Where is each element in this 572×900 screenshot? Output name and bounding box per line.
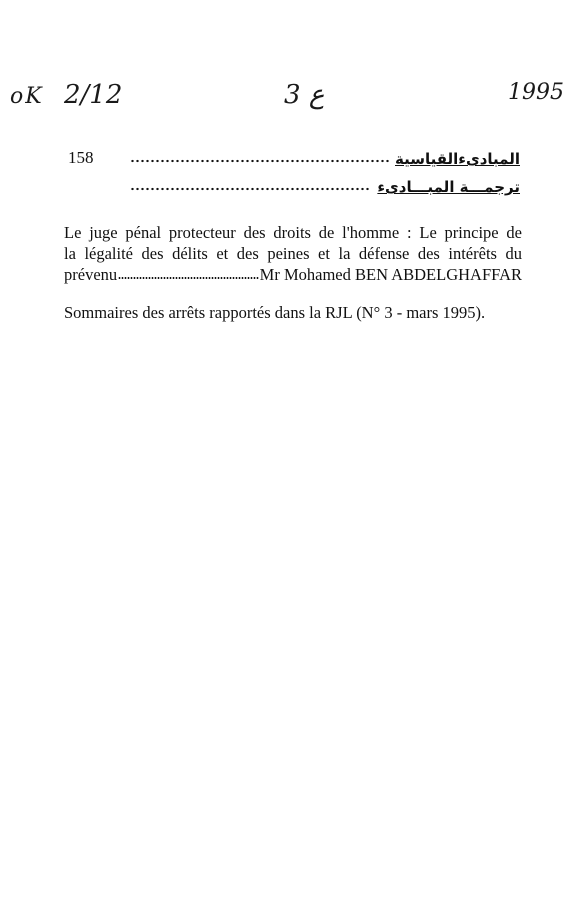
article-title-line-1: Le juge pénal protecteur des droits de l'homme : Le principe de xyxy=(64,223,522,242)
article-title-block xyxy=(64,222,522,285)
article-author: Mr Mohamed BEN ABDELGHAFFAR xyxy=(259,265,522,284)
toc-dot-leader xyxy=(130,187,371,191)
article-title-line-2: la légalité des délits et des peines et la défense des intérêts du xyxy=(64,244,522,263)
toc-dot-leader xyxy=(130,159,389,163)
handwritten-reference-mark: 2/12 xyxy=(64,80,123,110)
handwritten-year-mark: 1995 xyxy=(508,80,564,105)
toc-entry-translation xyxy=(68,172,520,196)
toc-page-number: 158 xyxy=(68,148,94,167)
summary-line: Sommaires des arrêts rapportés dans la RJL (N° 3 - mars 1995). xyxy=(64,303,486,322)
handwritten-number-mark: 3 ع xyxy=(284,80,325,110)
toc-entry-principles xyxy=(68,144,520,168)
handwritten-ok-mark: oK xyxy=(10,84,44,109)
article-title-word-prevenu: prévenu xyxy=(64,265,118,284)
toc-entry-principles-title: المبادىءالقياسية xyxy=(395,150,520,168)
article-title-line-3 xyxy=(64,264,522,285)
toc-entry-translation-title: ترجمـــة المبـــادىء xyxy=(377,178,520,196)
article-dot-leader xyxy=(118,276,259,280)
